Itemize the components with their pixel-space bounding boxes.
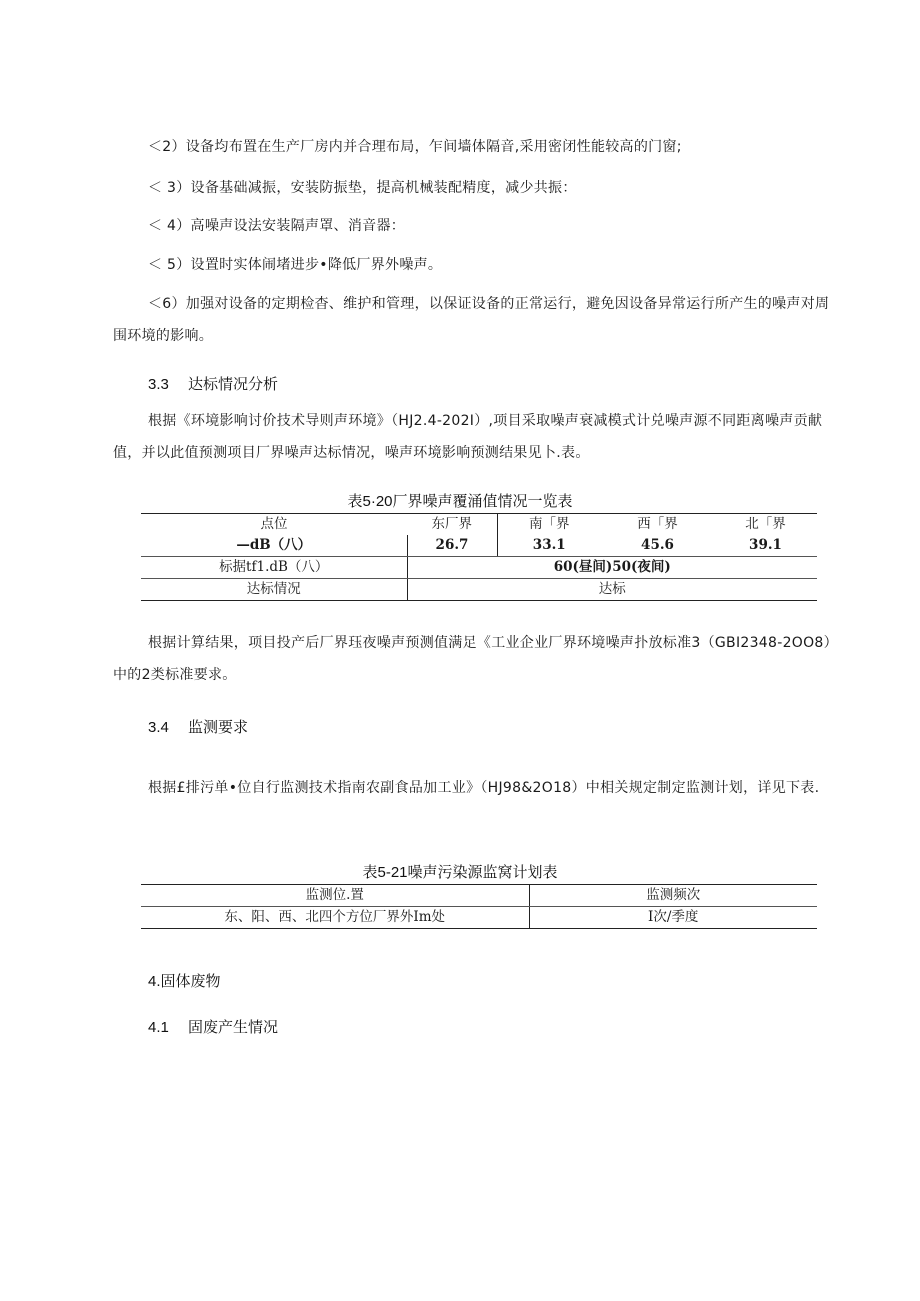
section-4-heading: 4.固体废物	[148, 973, 221, 990]
table-5-20-caption: 表5·20厂界噪声覆涌值情况一览表	[347, 493, 573, 510]
location-value: 东、阳、西、北四个方位厂界外Im处	[141, 907, 529, 929]
section-4-1-heading	[148, 1016, 278, 1040]
standard-value: 60(昼间)50(夜间)	[407, 557, 817, 579]
section-3-3-heading	[148, 373, 278, 397]
measure-6: ＜6）加强对设备的定期检杳、维护和管理，以保证设备的正常运行，避免因设备异常运行所产生的噪声对周围环境的影响。	[113, 296, 830, 344]
section-number: 3.4	[148, 719, 169, 736]
header-east: 东厂界	[407, 514, 497, 536]
header-frequency: 监测频次	[529, 885, 817, 907]
section-number: 3.3	[148, 376, 169, 393]
value-east: 26.7	[407, 535, 497, 557]
header-north: 北「界	[714, 514, 817, 536]
status-value: 达标	[407, 579, 817, 601]
section-number: 4.1	[148, 1019, 169, 1036]
measure-5: ＜ 5）设置时实体闹堵进步•降低厂界外噪声。	[148, 257, 443, 273]
paragraph-3-3: 根据《环境影响讨价技术导则声环境》（HJ2.4-202I）,项目采取噪声衰减模式计兑噪声源不同距离噪声贡献值，并以此值预测项目厂界噪声达标情况，噪声环境影响预测结果见卜.表。	[113, 413, 823, 461]
header-west: 西「界	[601, 514, 714, 536]
measure-4: ＜ 4）高噪声设法安装隔声罩、消音器：	[148, 218, 406, 234]
table-5-21	[141, 884, 817, 929]
section-3-4-heading	[148, 716, 248, 740]
status-label: 达标情况	[141, 579, 407, 601]
value-south: 33.1	[497, 535, 601, 557]
result-paragraph: 根据计算结果，项目投产后厂界珏夜噪声预测值满足《工业企业厂界环境噪声扑放标准3（GBI2348-2OO8）中的2类标准要求。	[113, 635, 838, 683]
header-location: 监测位.置	[141, 885, 529, 907]
value-north: 39.1	[714, 535, 817, 557]
standard-label: 标据tf1.dB（八）	[141, 557, 407, 579]
paragraph-3-4: 根据£排污单•位自行监测技术指南农副食品加工业》（HJ98&2O18）中相关规定制定监测计划，详见下表.	[148, 780, 820, 796]
section-title: 监测要求	[188, 719, 249, 736]
header-point: 点位	[141, 514, 407, 536]
frequency-value: I次/季度	[529, 907, 817, 929]
table-5-21-caption: 表5-21噪声污染源监窝计划表	[362, 864, 558, 881]
section-title: 固废产生情况	[188, 1019, 279, 1036]
table-5-20	[141, 513, 817, 601]
measure-2: ＜2）设备均布置在生产厂房内并合理布局，乍间墙体隔音,采用密闭性能较高的门窗;	[148, 139, 682, 155]
row-value-label: —dB（八）	[141, 535, 407, 557]
measure-3: ＜ 3）设备基础减振，安装防振垫，提高机械装配精度，减少共振：	[148, 180, 577, 196]
header-south: 南「界	[497, 514, 601, 536]
value-west: 45.6	[601, 535, 714, 557]
section-title: 达标情况分析	[188, 376, 279, 393]
